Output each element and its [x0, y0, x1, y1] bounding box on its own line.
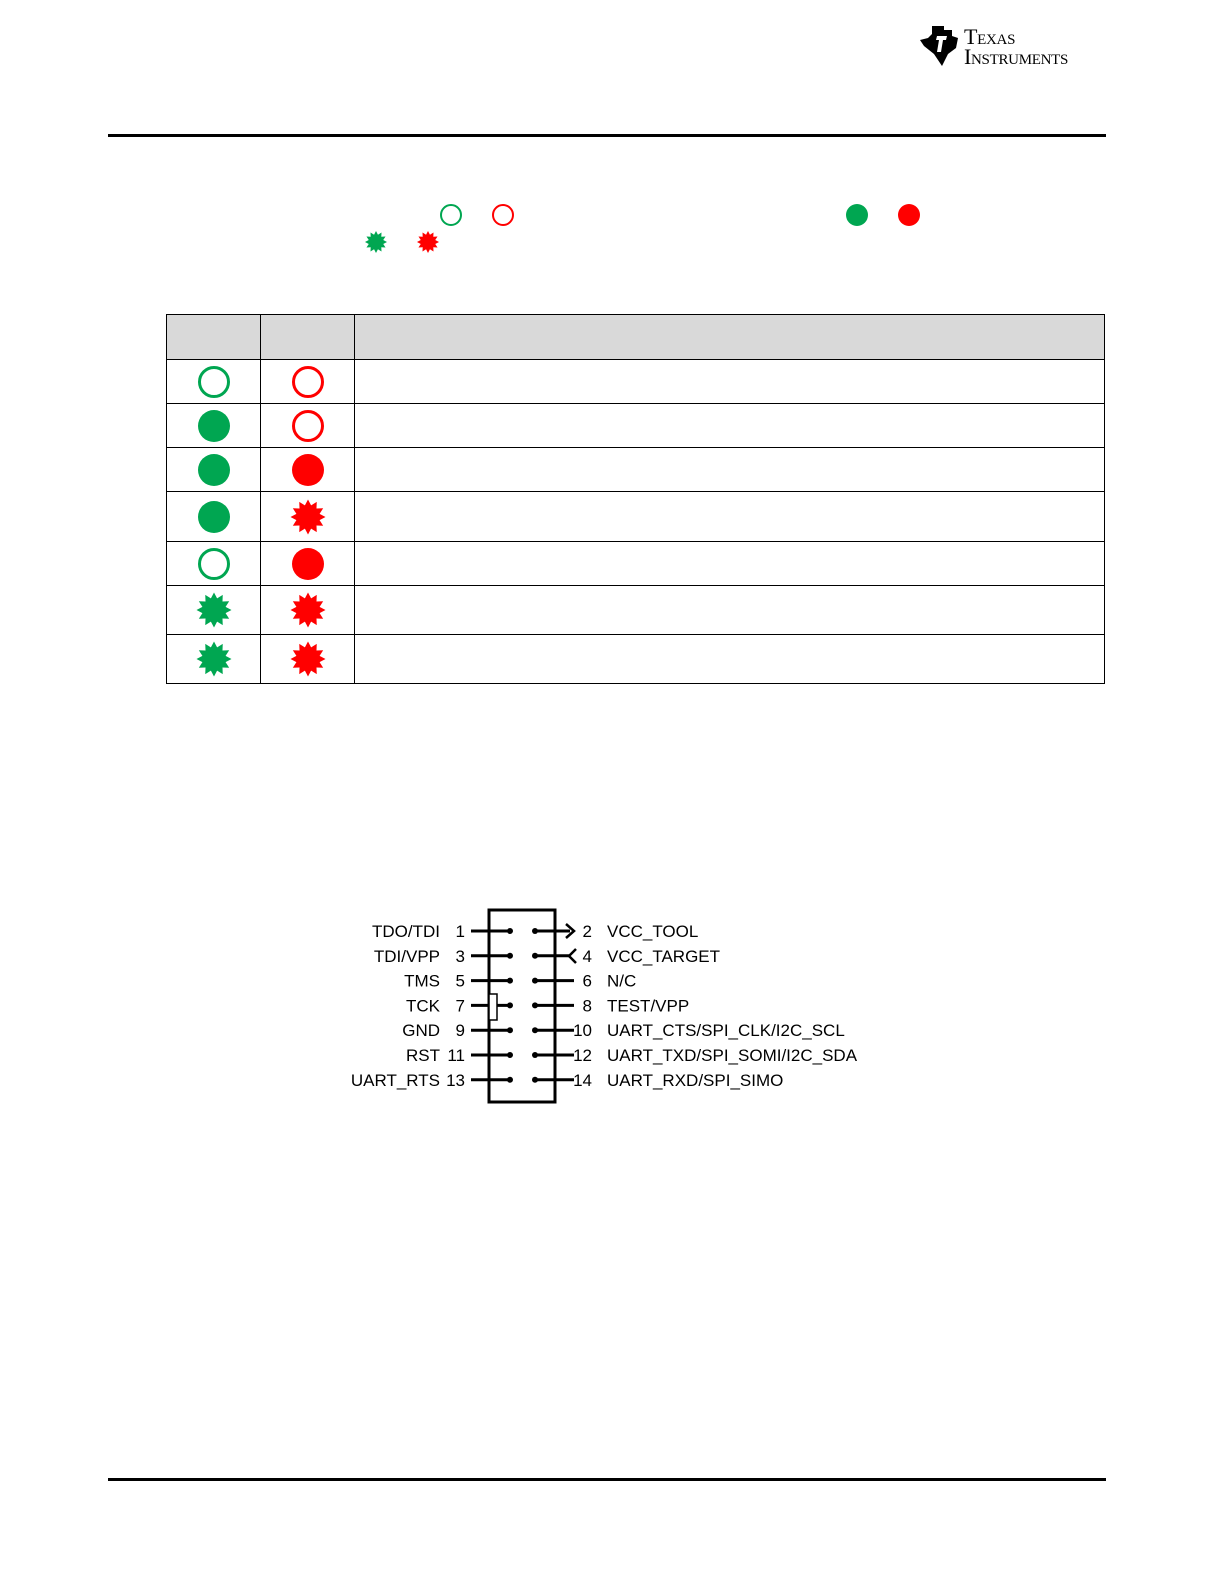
table-row [167, 404, 1105, 448]
pin-number-right: 10 [573, 1021, 592, 1041]
vcc-target-arrow-icon [569, 949, 576, 963]
red-led-cell [261, 492, 355, 542]
green-led-on-icon [845, 203, 869, 227]
pin-name-left: TMS [404, 971, 440, 991]
pin-number-right: 4 [582, 946, 592, 966]
green-led-off-icon [196, 364, 232, 400]
pin-number-left: 9 [455, 1021, 465, 1041]
red-led-on-icon [290, 546, 326, 582]
red-led-cell [261, 586, 355, 635]
pin-number-left: 1 [455, 922, 465, 941]
pin-dot-left [507, 978, 513, 984]
pin-name-left: TDI/VPP [373, 946, 440, 966]
description-cell [355, 404, 1105, 448]
green-led-on-icon [196, 452, 232, 488]
pin-name-right: UART_RXD/SPI_SIMO [607, 1070, 784, 1090]
pin-name-right: UART_CTS/SPI_CLK/I2C_SCL [607, 1021, 845, 1041]
green-led-on-icon [196, 499, 232, 535]
led-status-table [166, 314, 1105, 684]
table-row [167, 360, 1105, 404]
pin-number-left: 3 [455, 946, 465, 966]
pin-dot-left [507, 1002, 513, 1008]
pin-name-left: TDO/TDI [372, 922, 440, 941]
pin-dot-left [507, 953, 513, 959]
description-cell [355, 492, 1105, 542]
pin-number-right: 14 [573, 1070, 592, 1090]
pin-number-left: 13 [446, 1070, 465, 1090]
green-led-off-icon [196, 546, 232, 582]
brand-line2: Instruments [964, 44, 1069, 69]
pin-name-left: GND [402, 1021, 440, 1041]
green-led-cell [167, 542, 261, 586]
description-cell [355, 542, 1105, 586]
pin-name-right: VCC_TOOL [607, 922, 699, 941]
table-row [167, 492, 1105, 542]
red-led-cell [261, 542, 355, 586]
green-led-blinking-icon [196, 641, 232, 677]
ti-logo [918, 22, 1108, 74]
pin-number-right: 8 [582, 996, 592, 1016]
pin-dot-right [532, 1052, 538, 1058]
red-led-cell [261, 448, 355, 492]
pin-name-left: RST [406, 1046, 440, 1065]
pin-dot-right [532, 1002, 538, 1008]
pin-name-left: TCK [406, 996, 440, 1016]
connector-key-marker [489, 994, 497, 1020]
pin-dot-left [507, 928, 513, 934]
green-led-cell [167, 360, 261, 404]
description-cell [355, 448, 1105, 492]
red-led-off-icon [491, 203, 515, 227]
pin-dot-right [532, 928, 538, 934]
green-led-cell [167, 635, 261, 684]
pin-name-left: UART_RTS [350, 1070, 440, 1090]
description-cell [355, 360, 1105, 404]
table-row [167, 635, 1105, 684]
pin-name-right: TEST/VPP [607, 996, 690, 1016]
header-rule [108, 134, 1106, 137]
red-led-blinking-icon [290, 499, 326, 535]
green-led-blinking-icon [364, 230, 388, 254]
red-led-on-icon [897, 203, 921, 227]
pin-number-right: 12 [573, 1046, 592, 1065]
red-led-off-icon [290, 364, 326, 400]
red-led-cell [261, 404, 355, 448]
pin-number-right: 2 [582, 922, 592, 941]
green-led-cell [167, 492, 261, 542]
pin-number-right: 6 [582, 971, 592, 991]
green-led-cell [167, 586, 261, 635]
red-led-on-icon [290, 452, 326, 488]
pin-name-right: VCC_TARGET [607, 946, 721, 966]
pin-dot-right [532, 978, 538, 984]
pin-name-right: UART_TXD/SPI_SOMI/I2C_SDA [607, 1046, 858, 1065]
table-row [167, 448, 1105, 492]
red-led-blinking-icon [290, 592, 326, 628]
pin-dot-left [507, 1077, 513, 1083]
ti-logo-mark-icon [918, 24, 962, 68]
green-led-blinking-icon [196, 592, 232, 628]
green-led-on-icon [196, 408, 232, 444]
pin-dot-right [532, 953, 538, 959]
red-led-off-icon [290, 408, 326, 444]
header-cell-description [355, 315, 1105, 360]
red-led-blinking-icon [416, 230, 440, 254]
header-cell-green [167, 315, 261, 360]
description-cell [355, 586, 1105, 635]
pin-dot-right [532, 1077, 538, 1083]
header-cell-red [261, 315, 355, 360]
red-led-cell [261, 635, 355, 684]
table-row [167, 542, 1105, 586]
footer-rule [108, 1478, 1106, 1481]
pin-number-left: 7 [455, 996, 465, 1016]
red-led-cell [261, 360, 355, 404]
jtag-connector-pinout-diagram [330, 900, 890, 1110]
table-row [167, 586, 1105, 635]
green-led-cell [167, 404, 261, 448]
pin-number-left: 11 [447, 1046, 465, 1065]
pin-dot-left [507, 1052, 513, 1058]
green-led-cell [167, 448, 261, 492]
brand-line1: Texas [964, 24, 1016, 49]
green-led-off-icon [439, 203, 463, 227]
pin-dot-right [532, 1027, 538, 1033]
red-led-blinking-icon [290, 641, 326, 677]
pin-dot-left [507, 1027, 513, 1033]
table-header-row [167, 315, 1105, 360]
pin-number-left: 5 [455, 971, 465, 991]
pin-name-right: N/C [607, 971, 637, 991]
description-cell [355, 635, 1105, 684]
